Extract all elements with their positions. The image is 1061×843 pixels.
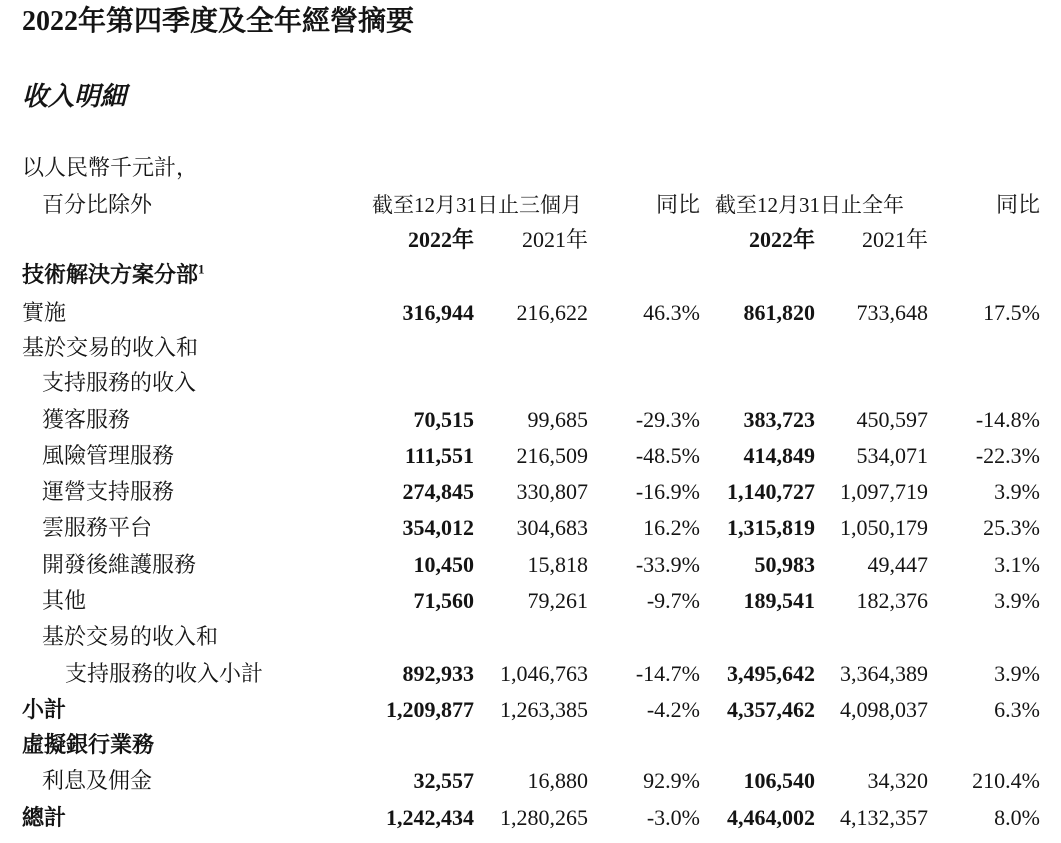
row-implementation xyxy=(0,295,1061,331)
q4-yoy-cell: -29.3% xyxy=(635,407,700,432)
fy-2022-cell: 189,541 xyxy=(743,588,815,613)
fy-2022-cell: 1,140,727 xyxy=(727,479,815,504)
row-virtual-bank-segment xyxy=(0,727,1061,763)
q4-yoy-cell: -48.5% xyxy=(635,443,700,468)
fy-2022-cell: 414,849 xyxy=(743,443,815,468)
fy-yoy-cell: -14.8% xyxy=(975,407,1040,432)
q4-2021-cell: 216,622 xyxy=(516,300,588,325)
fy-2021-cell: 34,320 xyxy=(867,768,928,793)
row-label: 風險管理服務 xyxy=(42,443,175,468)
q4-2022-cell: 1,242,434 xyxy=(386,805,474,830)
fy-2022-cell: 383,723 xyxy=(743,407,815,432)
q4-2022-cell: 10,450 xyxy=(413,552,474,577)
q4-2022-cell: 892,933 xyxy=(402,661,474,686)
row-total xyxy=(0,800,1061,836)
fy-2022-cell: 4,464,002 xyxy=(727,805,815,830)
fy-2022-cell: 1,315,819 xyxy=(727,515,815,540)
row-label-text: 技術解決方案分部 xyxy=(22,262,199,287)
row-label: 運營支持服務 xyxy=(42,479,175,504)
q4-2022-cell: 1,209,877 xyxy=(386,697,474,722)
q4-2021-header: 2021年 xyxy=(521,227,588,252)
row-subtotal xyxy=(0,692,1061,728)
fy-yoy-cell: 25.3% xyxy=(983,515,1040,540)
q4-2021-cell: 15,818 xyxy=(527,552,588,577)
fy-yoy-cell: 210.4% xyxy=(972,768,1040,793)
q4-2022-cell: 274,845 xyxy=(402,479,474,504)
q4-yoy-cell: 16.2% xyxy=(643,515,700,540)
fy-period-header: 截至12月31日止全年 xyxy=(715,193,904,217)
fy-2021-cell: 534,071 xyxy=(856,443,928,468)
fy-2021-cell: 49,447 xyxy=(867,552,928,577)
fy-yoy-cell: 6.3% xyxy=(994,697,1040,722)
fy-2021-header: 2021年 xyxy=(861,227,928,252)
q4-2021-cell: 16,880 xyxy=(527,768,588,793)
q4-2021-cell: 330,807 xyxy=(516,479,588,504)
q4-yoy-cell: -33.9% xyxy=(635,552,700,577)
fy-2021-cell: 4,132,357 xyxy=(840,805,928,830)
row-label: 雲服務平台 xyxy=(42,515,153,540)
row-transaction-subtotal xyxy=(0,656,1061,692)
unit-note-exception: 百分比除外 xyxy=(42,192,153,217)
fy-2022-cell: 861,820 xyxy=(743,300,815,325)
fy-2021-cell: 3,364,389 xyxy=(840,661,928,686)
row-technology-solutions-segment xyxy=(0,257,1061,293)
q4-yoy-header: 同比 xyxy=(655,192,700,217)
fy-2022-header: 2022年 xyxy=(748,227,815,252)
fy-2021-cell: 1,097,719 xyxy=(840,479,928,504)
q4-2021-cell: 79,261 xyxy=(527,588,588,613)
row-label: 其他 xyxy=(42,588,87,613)
q4-2021-cell: 1,046,763 xyxy=(500,661,588,686)
q4-yoy-cell: 92.9% xyxy=(643,768,700,793)
q4-yoy-cell: -14.7% xyxy=(635,661,700,686)
row-label: 利息及佣金 xyxy=(42,768,153,793)
row-transaction-support-heading-line2 xyxy=(0,365,1061,401)
fy-2022-cell: 4,357,462 xyxy=(727,697,815,722)
fy-yoy-cell: 3.1% xyxy=(994,552,1040,577)
fy-2021-cell: 450,597 xyxy=(856,407,928,432)
q4-yoy-cell: -16.9% xyxy=(635,479,700,504)
q4-period-header: 截至12月31日止三個月 xyxy=(372,193,582,217)
row-label: 支持服務的收入小計 xyxy=(65,661,264,686)
q4-yoy-cell: -9.7% xyxy=(646,588,700,613)
fy-2021-cell: 4,098,037 xyxy=(840,697,928,722)
fy-yoy-cell: 3.9% xyxy=(994,661,1040,686)
row-label: 虛擬銀行業務 xyxy=(22,732,155,757)
row-post-implementation-support xyxy=(0,547,1061,583)
year-header-row xyxy=(0,222,1061,258)
fy-yoy-cell: 17.5% xyxy=(983,300,1040,325)
fy-yoy-cell: 3.9% xyxy=(994,588,1040,613)
footnote-marker: 1 xyxy=(198,261,205,277)
row-label: 基於交易的收入和 xyxy=(42,624,219,649)
q4-2022-cell: 111,551 xyxy=(404,443,474,468)
row-transaction-subtotal-line1 xyxy=(0,619,1061,655)
page-title: 2022年第四季度及全年經營摘要 xyxy=(22,6,415,37)
unit-note: 以人民幣千元計， xyxy=(22,155,199,180)
row-customer-acquisition xyxy=(0,402,1061,438)
fy-yoy-cell: 3.9% xyxy=(994,479,1040,504)
q4-2022-cell: 32,557 xyxy=(413,768,474,793)
row-cloud-platform xyxy=(0,510,1061,546)
q4-yoy-cell: 46.3% xyxy=(643,300,700,325)
row-others xyxy=(0,583,1061,619)
q4-2022-cell: 354,012 xyxy=(402,515,474,540)
row-label: 總計 xyxy=(22,805,67,830)
unit-note-row xyxy=(0,150,1061,186)
fy-yoy-cell: 8.0% xyxy=(994,805,1040,830)
row-operation-support xyxy=(0,474,1061,510)
fy-2021-cell: 182,376 xyxy=(856,588,928,613)
q4-2021-cell: 1,263,385 xyxy=(500,697,588,722)
fy-2021-cell: 733,648 xyxy=(856,300,928,325)
period-header-row xyxy=(0,187,1061,223)
q4-2022-cell: 71,560 xyxy=(413,588,474,613)
fy-yoy-header: 同比 xyxy=(995,192,1040,217)
q4-2021-cell: 1,280,265 xyxy=(500,805,588,830)
fy-2022-cell: 50,983 xyxy=(754,552,815,577)
section-title: 收入明細 xyxy=(22,82,127,111)
row-label: 小計 xyxy=(22,697,67,722)
fy-2022-cell: 106,540 xyxy=(743,768,815,793)
q4-2022-cell: 70,515 xyxy=(413,407,474,432)
row-label: 開發後維護服務 xyxy=(42,552,197,577)
q4-yoy-cell: -4.2% xyxy=(646,697,700,722)
fy-yoy-cell: -22.3% xyxy=(975,443,1040,468)
q4-2021-cell: 304,683 xyxy=(516,515,588,540)
q4-2022-cell: 316,944 xyxy=(402,300,474,325)
row-label: 支持服務的收入 xyxy=(42,370,197,395)
row-label: 獲客服務 xyxy=(42,407,131,432)
row-risk-management xyxy=(0,438,1061,474)
q4-2021-cell: 99,685 xyxy=(527,407,588,432)
row-label: 基於交易的收入和 xyxy=(22,335,199,360)
q4-yoy-cell: -3.0% xyxy=(646,805,700,830)
row-label xyxy=(22,257,205,293)
row-interest-commission xyxy=(0,763,1061,799)
fy-2022-cell: 3,495,642 xyxy=(727,661,815,686)
q4-2021-cell: 216,509 xyxy=(516,443,588,468)
q4-2022-header: 2022年 xyxy=(407,227,474,252)
fy-2021-cell: 1,050,179 xyxy=(840,515,928,540)
row-label: 實施 xyxy=(22,300,67,325)
row-transaction-support-heading-line1 xyxy=(0,330,1061,366)
